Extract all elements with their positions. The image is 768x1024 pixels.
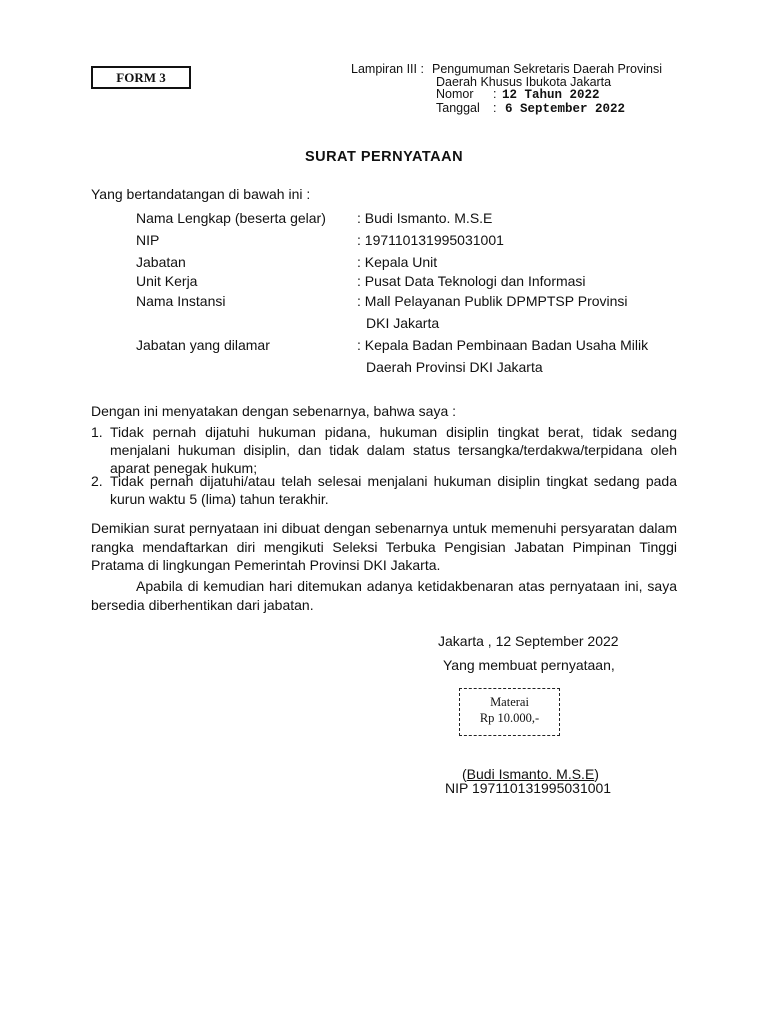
consequence-paragraph: Apabila di kemudian hari ditemukan adanya ketidakbenaran atas pernyataan ini, saya bersedia diberhentikan dari jabatan. bbox=[91, 578, 677, 613]
lampiran-line-1: Pengumuman Sekretaris Daerah Provinsi bbox=[432, 62, 662, 76]
field-value-nama: : Budi Ismanto. M.S.E bbox=[357, 210, 493, 226]
field-value-instansi-cont: DKI Jakarta bbox=[366, 315, 440, 331]
signer-nip: NIP 197110131995031001 bbox=[445, 780, 612, 796]
nomor-label: Nomor bbox=[436, 87, 474, 101]
nomor-value: 12 Tahun 2022 bbox=[502, 88, 600, 102]
field-label-nip: NIP bbox=[136, 232, 160, 248]
point-text: Tidak pernah dijatuhi hukuman pidana, hukuman disiplin tingkat berat, tidak sedang menjalani hukuman disiplin, dan tidak dalam status tersangka/terdakwa/terpidana oleh aparat penegak hukum; bbox=[110, 424, 677, 476]
form-number-label: FORM 3 bbox=[116, 69, 166, 85]
paren-open: ( bbox=[462, 766, 467, 782]
paren-close: ) bbox=[594, 766, 599, 782]
place-date: Jakarta , 12 September 2022 bbox=[438, 633, 619, 649]
closing-paragraph: Demikian surat pernyataan ini dibuat dengan sebenarnya untuk memenuhi persyaratan dalam rangka mendaftarkan diri mengikuti Seleksi Terbuka Pengisian Jabatan Pimpinan Tinggi Pratama di lingkungan Pemerintah Provinsi DKI Jakarta. bbox=[91, 520, 677, 573]
field-label-jabatan-dilamar: Jabatan yang dilamar bbox=[136, 337, 270, 353]
document-title: SURAT PERNYATAAN bbox=[304, 149, 464, 165]
form-number-box bbox=[91, 66, 191, 89]
statement-point-1 bbox=[91, 423, 677, 477]
field-value-nip: : 197110131995031001 bbox=[357, 232, 504, 248]
field-value-unit-kerja: : Pusat Data Teknologi dan Informasi bbox=[357, 273, 586, 289]
materai-stamp-box bbox=[459, 688, 560, 736]
intro-text: Yang bertandatangan di bawah ini : bbox=[91, 186, 311, 202]
field-value-jabatan-dilamar-cont: Daerah Provinsi DKI Jakarta bbox=[366, 359, 543, 375]
tanggal-colon: : bbox=[493, 101, 497, 115]
field-label-jabatan: Jabatan bbox=[136, 254, 186, 270]
field-value-jabatan: : Kepala Unit bbox=[357, 254, 438, 270]
statement-point-2 bbox=[91, 472, 677, 508]
maker-label: Yang membuat pernyataan, bbox=[443, 657, 615, 673]
statement-intro: Dengan ini menyatakan dengan sebenarnya, bahwa saya : bbox=[91, 403, 457, 419]
point-number: 2. bbox=[91, 473, 103, 489]
lampiran-line-2: Daerah Khusus Ibukota Jakarta bbox=[436, 75, 612, 89]
stamp-line-1: Materai bbox=[490, 695, 529, 709]
stamp-line-2: Rp 10.000,- bbox=[479, 711, 540, 725]
field-value-instansi: : Mall Pelayanan Publik DPMPTSP Provinsi bbox=[357, 293, 628, 309]
field-label-instansi: Nama Instansi bbox=[136, 293, 226, 309]
nomor-colon: : bbox=[493, 87, 497, 101]
point-text: Tidak pernah dijatuhi/atau telah selesai menjalani hukuman disiplin tingkat sedang pada kurun waktu 5 (lima) tahun terakhir. bbox=[110, 473, 677, 507]
field-value-jabatan-dilamar: : Kepala Badan Pembinaan Badan Usaha Milik bbox=[357, 337, 649, 353]
point-number: 1. bbox=[91, 424, 103, 440]
field-label-nama: Nama Lengkap (beserta gelar) bbox=[136, 210, 326, 226]
field-label-unit-kerja: Unit Kerja bbox=[136, 273, 198, 289]
lampiran-label: Lampiran III : bbox=[351, 62, 424, 76]
tanggal-value: 6 September 2022 bbox=[505, 102, 626, 116]
tanggal-label: Tanggal bbox=[436, 101, 480, 115]
signer-name: Budi Ismanto. M.S.E bbox=[466, 766, 595, 782]
